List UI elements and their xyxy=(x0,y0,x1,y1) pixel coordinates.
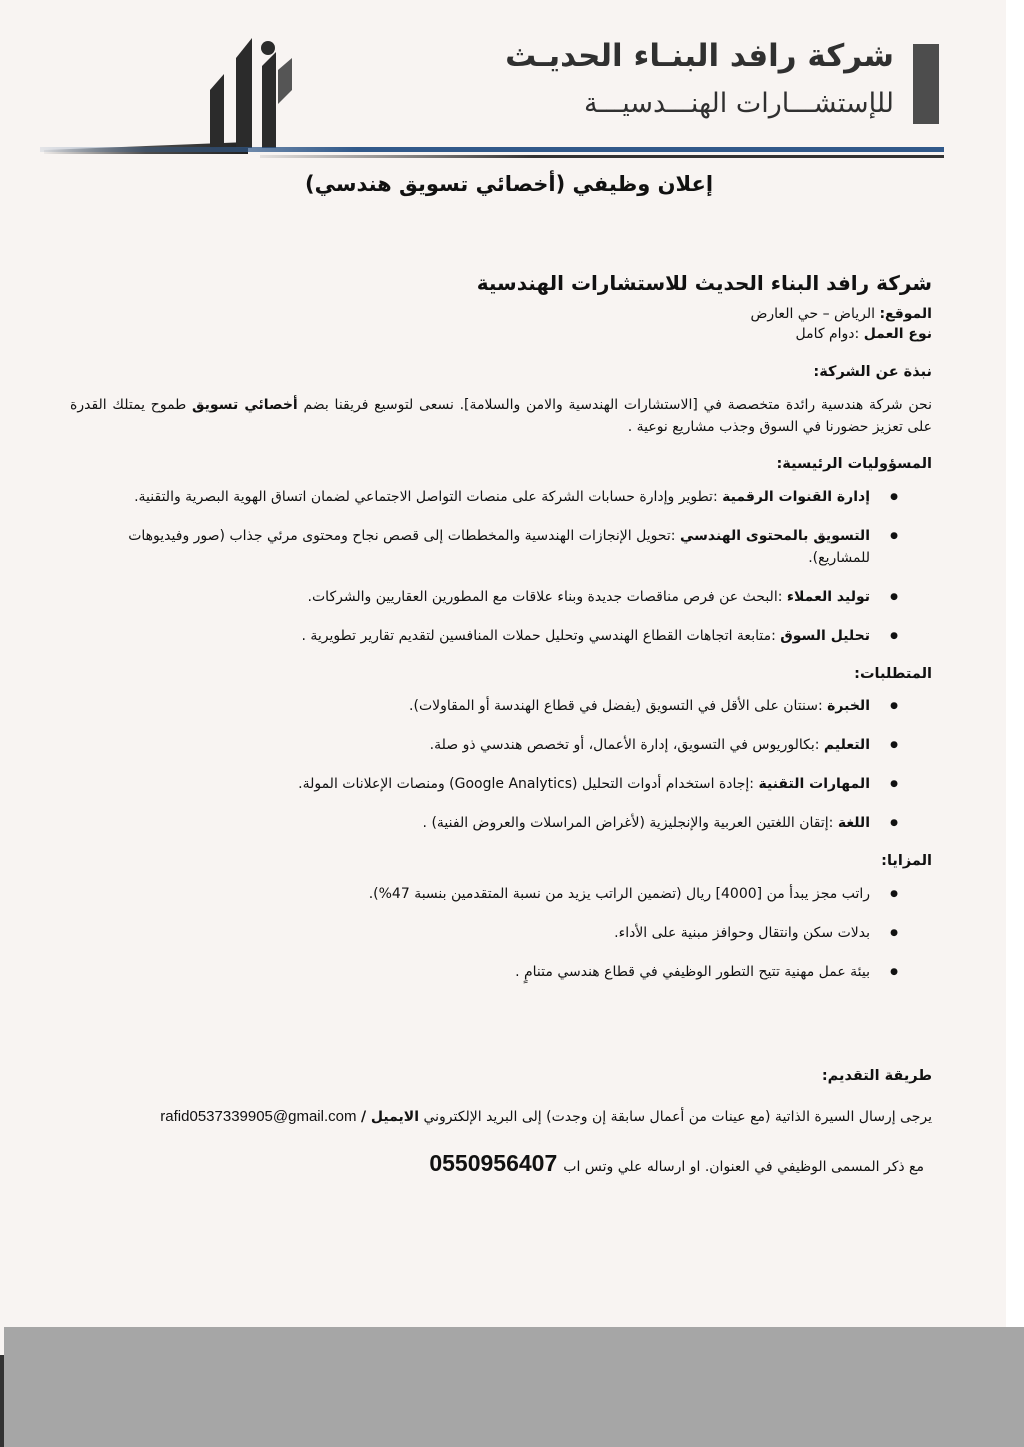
benefits-list xyxy=(70,883,932,983)
list-item: ● بدلات سكن وانتقال وحوافز مبنية على الأداء. xyxy=(70,922,898,944)
list-item: ● التسويق بالمحتوى الهندسي :تحويل الإنجازات الهندسية والمخططات إلى قصص نجاح ومحتوى مرئي جذاب (صور وفيديوهات للمشاريع). xyxy=(70,525,898,569)
about-title: نبذة عن الشركة: xyxy=(813,364,932,380)
header-divider-lines xyxy=(40,142,944,166)
responsibilities-title: المسؤوليات الرئيسية: xyxy=(776,455,932,472)
list-item: ● الخبرة :سنتان على الأقل في التسويق (يفضل في قطاع الهندسة أو المقاولات). xyxy=(70,695,898,717)
list-item: ● توليد العملاء :البحث عن فرص مناقصات جديدة وبناء علاقات مع المطورين العقاريين والشركات. xyxy=(70,586,898,608)
phone-number[interactable]: 0550956407 xyxy=(429,1150,558,1176)
requirements-title: المتطلبات: xyxy=(854,665,932,682)
email-link[interactable]: rafid0537339905@gmail.com xyxy=(160,1108,357,1125)
company-subtitle: للإستشـــارات الهنـــدسيـــة xyxy=(584,88,894,119)
job-posting-body xyxy=(70,268,932,1000)
benefits-title: المزايا: xyxy=(881,853,932,870)
list-item: ● راتب مجز يبدأ من [4000] ريال (تضمين الراتب يزيد من نسبة المتقدمين بنسبة 47%). xyxy=(70,883,898,905)
list-item: ● التعليم :بكالوريوس في التسويق، إدارة الأعمال، أو تخصص هندسي ذو صلة. xyxy=(70,734,898,756)
worktype-line: نوع العمل :دوام كامل xyxy=(795,326,932,342)
requirements-list xyxy=(70,695,932,834)
apply-section xyxy=(70,1068,932,1177)
footer-edge-stripe xyxy=(0,1355,4,1447)
company-heading: شركة رافد البناء الحديث للاستشارات الهندسية xyxy=(476,271,932,295)
job-title: إعلان وظيفي (أخصائي تسويق هندسي) xyxy=(304,172,714,196)
apply-instructions: يرجى إرسال السيرة الذاتية (مع عينات من أعمال سابقة إن وجدت) إلى البريد الإلكتروني الايميل / rafid0537339905@gmail.com xyxy=(160,1108,932,1125)
list-item: ● المهارات التقنية :إجادة استخدام أدوات التحليل (Google Analytics) ومنصات الإعلانات المولة. xyxy=(70,773,898,795)
list-item: ● إدارة القنوات الرقمية :تطوير وإدارة حسابات الشركة على منصات التواصل الاجتماعي لضمان اتساق الهوية البصرية والتقنية. xyxy=(70,486,898,508)
about-text: نحن شركة هندسية رائدة متخصصة في [الاستشارات الهندسية والامن والسلامة]. نسعى لتوسيع فريقنا بضم أخصائي تسويق طموح يمتلك القدرة على تعزيز حضورنا في السوق وجذب مشاريع نوعية . xyxy=(70,396,932,435)
footer-band xyxy=(4,1327,1024,1447)
apply-whatsapp-line: مع ذكر المسمى الوظيفي في العنوان. او ارساله علي وتس اب0550956407 xyxy=(429,1150,924,1176)
list-item: ● بيئة عمل مهنية تتيح التطور الوظيفي في قطاع هندسي متنامٍ . xyxy=(70,961,898,983)
list-item: ● اللغة :إتقان اللغتين العربية والإنجليزية (لأغراض المراسلات والعروض الفنية) . xyxy=(70,812,898,834)
company-name: شركة رافد البنـاء الحديـث xyxy=(505,38,894,74)
apply-title: طريقة التقديم: xyxy=(821,1068,932,1084)
list-item: ● تحليل السوق :متابعة اتجاهات القطاع الهندسي وتحليل حملات المنافسين لتقديم تقارير تطويرية . xyxy=(70,625,898,647)
header-accent-bar xyxy=(913,44,939,124)
responsibilities-list xyxy=(70,486,932,647)
page-right-margin xyxy=(1006,0,1024,1447)
location-line: الموقع: الرياض – حي العارض xyxy=(750,306,932,322)
